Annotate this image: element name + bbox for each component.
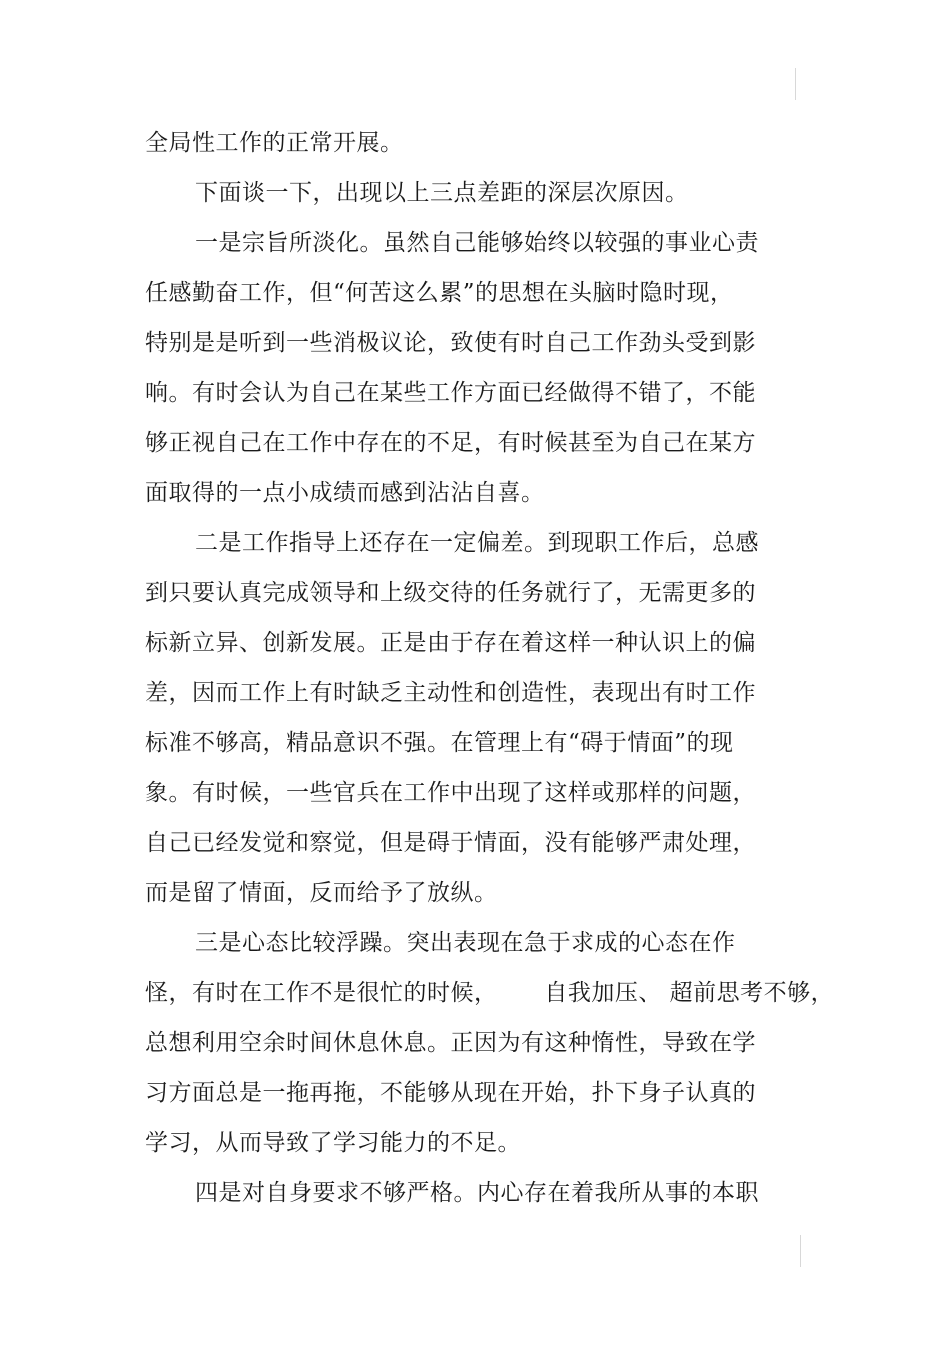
text-line-1: 全局性工作的正常开展。 [145, 130, 404, 156]
text-line-7: 够正视自己在工作中存在的不足，有时候甚至为自己在某方 [145, 430, 756, 456]
text-line-18: 怪，有时在工作不是很忙的时候， 自我加压、 超前思考不够， [145, 980, 835, 1006]
text-line-19: 总想利用空余时间休息休息。正因为有这种惰性，导致在学 [145, 1030, 756, 1056]
text-line-10: 到只要认真完成领导和上级交待的任务就行了，无需更多的 [145, 580, 756, 606]
text-line-9: 二是工作指导上还存在一定偏差。到现职工作后，总感 [195, 530, 759, 556]
text-line-20: 习方面总是一拖再拖，不能够从现在开始，扑下身子认真的 [145, 1080, 756, 1106]
margin-mark-bottom [800, 1235, 801, 1267]
text-line-11: 标新立异、创新发展。正是由于存在着这样一种认识上的偏 [145, 630, 756, 656]
text-line-12: 差，因而工作上有时缺乏主动性和创造性，表现出有时工作 [145, 680, 756, 706]
text-line-21: 学习，从而导致了学习能力的不足。 [145, 1130, 521, 1156]
text-line-3: 一是宗旨所淡化。虽然自己能够始终以较强的事业心责 [195, 230, 759, 256]
text-line-13: 标准不够高，精品意识不强。在管理上有“碍于情面”的现 [145, 730, 734, 756]
text-line-16: 而是留了情面，反而给予了放纵。 [145, 880, 498, 906]
text-line-5: 特别是是听到一些消极议论，致使有时自己工作劲头受到影 [145, 330, 756, 356]
margin-mark-top [795, 68, 796, 100]
text-line-15: 自己已经发觉和察觉，但是碍于情面，没有能够严肃处理， [145, 830, 756, 856]
text-line-2: 下面谈一下，出现以上三点差距的深层次原因。 [195, 180, 689, 206]
text-line-6: 响。有时会认为自己在某些工作方面已经做得不错了，不能 [145, 380, 756, 406]
text-line-4: 任感勤奋工作，但“何苦这么累”的思想在头脑时隐时现， [145, 280, 734, 306]
text-line-8: 面取得的一点小成绩而感到沾沾自喜。 [145, 480, 545, 506]
text-line-22: 四是对自身要求不够严格。内心存在着我所从事的本职 [195, 1180, 759, 1206]
text-line-14: 象。有时候，一些官兵在工作中出现了这样或那样的问题， [145, 780, 756, 806]
text-line-17: 三是心态比较浮躁。突出表现在急于求成的心态在作 [195, 930, 736, 956]
